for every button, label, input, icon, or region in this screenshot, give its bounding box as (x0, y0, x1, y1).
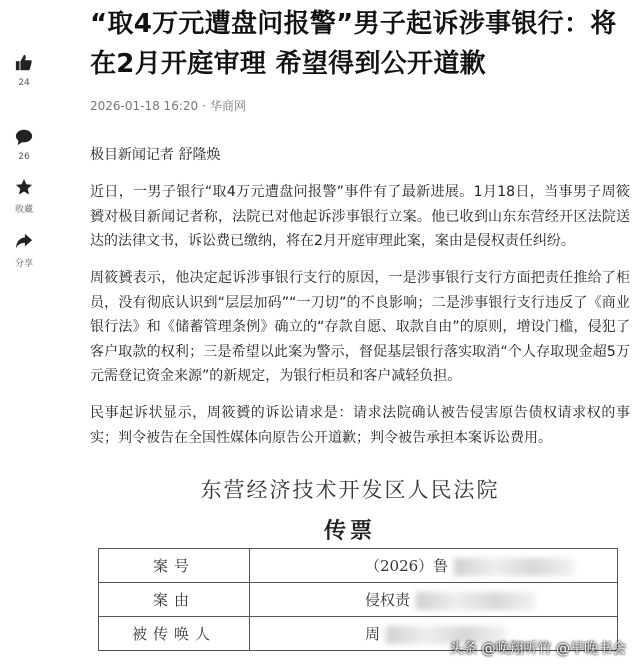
article-title: “取4万元遭盘问报警”男子起诉涉事银行：将在2月开庭审理 希望得到公开道歉 (90, 9, 617, 79)
article-meta: 2026-01-18 16:20 · 华商网 (90, 99, 246, 113)
table-value (250, 549, 618, 583)
article-source[interactable]: 华商网 (209, 99, 246, 113)
table-value (250, 583, 618, 617)
document-table (98, 548, 618, 651)
favorite-label: 收藏 (14, 205, 33, 215)
like-count: 24 (18, 78, 30, 88)
table-value-text: 侵权责 (365, 591, 411, 609)
share-label: 分享 (14, 259, 33, 269)
table-key: 案号 (99, 549, 250, 583)
thumbs-up-icon (15, 54, 33, 72)
redaction-blur (454, 558, 574, 576)
table-key: 被传唤人 (99, 617, 250, 651)
redaction-blur (416, 592, 536, 610)
table-key: 案由 (99, 583, 250, 617)
share-icon (15, 232, 33, 250)
comment-count: 26 (18, 152, 30, 162)
paragraph: 近日，一男子银行“取4万元遭盘问报警”事件有了最新进展。1月18日，当事男子周筱贇对极目新闻记者称，法院已对他起诉涉事银行立案。他已收到山东东营经开区法院送达的法律文书，诉讼费已缴纳，将在2月开庭审理此案，案由是侵权责任纠纷。 (90, 184, 630, 249)
document-court-name: 东营经济技术开发区人民法院 (200, 478, 500, 502)
like-button[interactable] (0, 54, 48, 88)
share-button[interactable] (0, 232, 48, 269)
favorite-button[interactable] (0, 178, 48, 215)
publish-date: 2026-01-18 16:20 (90, 99, 199, 113)
star-icon (15, 178, 33, 196)
watermark: 头条 @唤翔听竹 @早晚书会 (449, 641, 626, 657)
table-row (99, 583, 618, 617)
comment-button[interactable] (0, 128, 48, 162)
table-value-text: 周 (365, 625, 381, 643)
paragraph: 周筱贇表示，他决定起诉涉事银行支行的原因，一是涉事银行支行方面把责任推给了柜员，没有彻底认识到“层层加码”“一刀切”的不良影响；二是涉事银行支行违反了《商业银行法》和《储蓄管理条例》确立的“存款自愿、取款自由”的原则，增设门槛，侵犯了客户取款的权利；三是希望以此案为警示，督促基层银行落实取消“个人存取现金超5万元需登记资金来源”的新规定，为银行柜员和客户减轻负担。 (90, 270, 630, 384)
paragraph: 民事起诉状显示，周筱贇的诉讼请求是：请求法院确认被告侵害原告债权请求权的事实；判令被告在全国性媒体向原告公开道歉；判令被告承担本案诉讼费用。 (90, 405, 630, 446)
table-row (99, 549, 618, 583)
table-value-text: （2026）鲁 (365, 557, 449, 575)
byline: 极目新闻记者 舒隆焕 (90, 147, 221, 163)
document-title: 传票 (323, 518, 376, 544)
comment-icon (15, 128, 33, 146)
